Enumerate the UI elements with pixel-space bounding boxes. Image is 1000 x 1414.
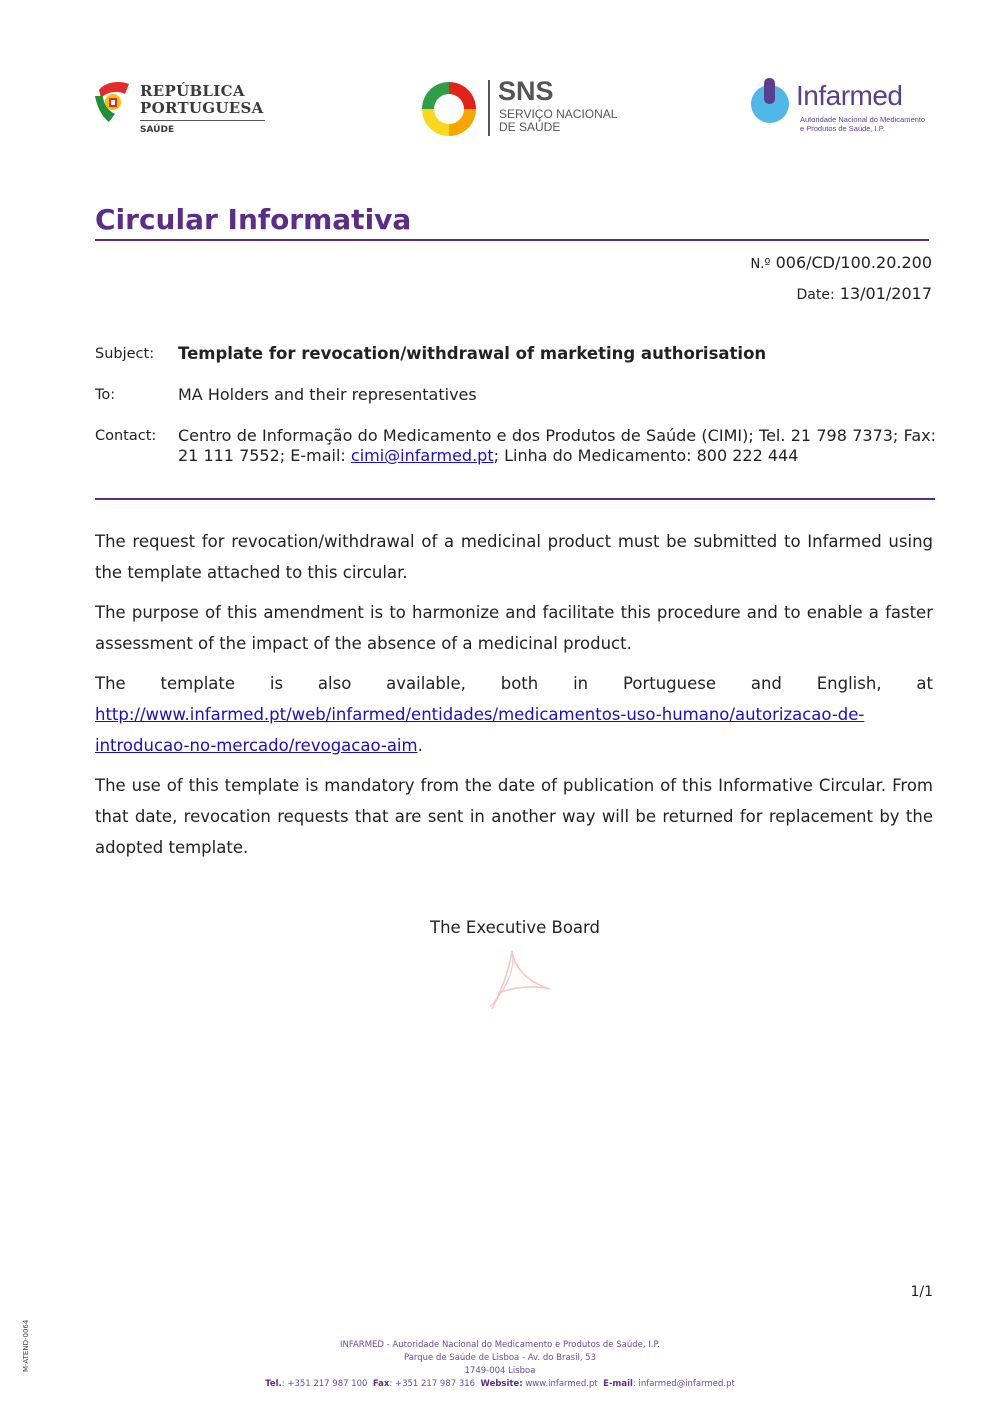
footer-website-value: www.infarmed.pt xyxy=(522,1379,598,1389)
portugal-emblem-icon xyxy=(95,80,131,124)
title-divider xyxy=(95,239,929,241)
sns-title: SNS xyxy=(498,76,554,106)
footer-website-label: Website: xyxy=(480,1379,523,1389)
contact-value xyxy=(178,426,936,466)
document-date xyxy=(797,284,933,303)
footer-line1: INFARMED - Autoridade Nacional do Medicamento e Produtos de Saúde, I.P. xyxy=(340,1340,660,1350)
rp-line3: SAÚDE xyxy=(140,125,175,135)
signatory: The Executive Board xyxy=(429,918,600,937)
sns-emblem-icon xyxy=(420,80,478,138)
paragraph-1: The request for revocation/withdrawal of a medicinal product must be submitted to Infarmed using the template attached to this circular. xyxy=(95,532,933,582)
contact-label: Contact: xyxy=(95,428,157,444)
document-title: Circular Informativa xyxy=(95,203,412,236)
paragraph-3-end: . xyxy=(417,736,423,755)
document-date-label: Date: xyxy=(796,287,835,303)
footer-fax-value: : +351 217 987 316 xyxy=(389,1379,476,1389)
infarmed-subtitle-line2: e Produtos de Saúde, I.P. xyxy=(800,124,885,133)
paragraph-3-lead: The template is also available, both in Portuguese and English, at xyxy=(95,674,933,693)
sns-logo xyxy=(420,76,618,140)
document-number-value: 006/CD/100.20.200 xyxy=(775,253,932,272)
page-number: 1/1 xyxy=(910,1284,933,1300)
document-date-value: 13/01/2017 xyxy=(839,284,932,303)
paragraph-3-link xyxy=(95,699,915,761)
meta-divider xyxy=(95,498,935,500)
infarmed-title: Infarmed xyxy=(796,80,903,111)
footer-fax-label: Fax xyxy=(372,1379,390,1389)
sns-subtitle-line2: DE SAÚDE xyxy=(499,120,561,134)
paragraph-4: The use of this template is mandatory from the date of publication of this Informative Circular. From that date, revocation requests that are sent in another way will be returned for replacement by the adopted template. xyxy=(95,776,933,857)
contact-text-after: ; Linha do Medicamento: 800 222 444 xyxy=(493,446,799,465)
subject-value: Template for revocation/withdrawal of marketing authorisation xyxy=(178,344,767,363)
sns-subtitle xyxy=(499,108,617,134)
contact-text-before: Centro de Informação do Medicamento e dos Produtos de Saúde (CIMI); Tel. 21 798 7373; Fax: 21 111 7552; E-mail: xyxy=(178,426,936,465)
rp-divider xyxy=(140,120,265,121)
rp-line2: PORTUGUESA xyxy=(140,99,264,117)
infarmed-subtitle-line1: Autoridade Nacional do Medicamento xyxy=(800,115,926,124)
document-number-label: N.º xyxy=(750,257,771,272)
contact-email-link[interactable]: cimi@infarmed.pt xyxy=(350,446,494,465)
infarmed-subtitle xyxy=(800,115,925,133)
footer-tel-value: : +351 217 987 100 xyxy=(281,1379,368,1389)
footer xyxy=(0,1339,1000,1391)
infarmed-logo xyxy=(750,78,930,140)
footer-email-label: E-mail xyxy=(603,1379,633,1389)
rp-line1: REPÚBLICA xyxy=(140,82,245,100)
template-url-link[interactable]: http://www.infarmed.pt/web/infarmed/entidades/medicamentos-uso-humano/autorizacao-de-introducao-no-mercado/revogacao-aim xyxy=(95,705,865,755)
footer-line3: 1749-004 Lisboa xyxy=(464,1366,536,1376)
infarmed-emblem-icon xyxy=(750,78,794,124)
footer-tel-label: Tel. xyxy=(265,1379,282,1389)
to-label: To: xyxy=(95,387,116,403)
document-number xyxy=(751,253,933,272)
republica-portuguesa-logo xyxy=(95,80,275,140)
signature-stamp-icon xyxy=(484,945,554,1015)
subject-label: Subject: xyxy=(95,346,155,362)
to-value: MA Holders and their representatives xyxy=(178,385,477,404)
side-form-code: M-ATEND-0064 xyxy=(22,1319,30,1372)
sns-divider xyxy=(488,80,490,136)
footer-email-value: : infarmed@infarmed.pt xyxy=(632,1379,735,1389)
footer-line2: Parque de Saúde de Lisboa - Av. do Brasil, 53 xyxy=(403,1353,597,1363)
footer-line4 xyxy=(0,1378,1000,1391)
sns-subtitle-line1: SERVIÇO NACIONAL xyxy=(499,107,618,121)
paragraph-2: The purpose of this amendment is to harmonize and facilitate this procedure and to enable a faster assessment of the impact of the absence of a medicinal product. xyxy=(95,603,933,653)
